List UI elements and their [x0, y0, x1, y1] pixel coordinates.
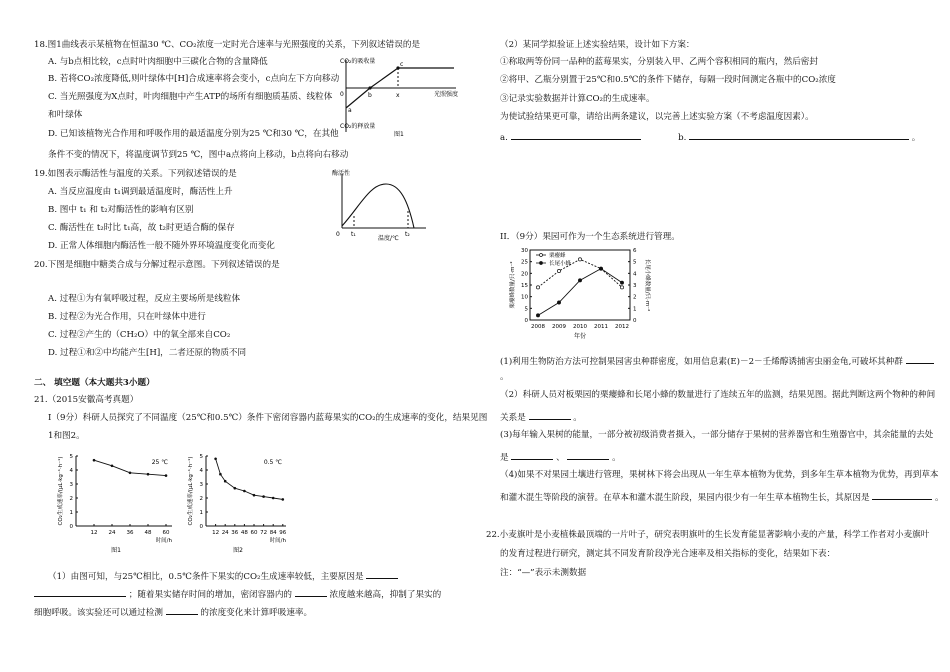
q21-q1-text-d: 细胞呼吸。该实验还可以通过检测 [34, 608, 163, 618]
fig1-title: 25 ℃ [151, 459, 168, 466]
q22-note: 注：“—”表示未测数据 [500, 568, 587, 578]
q18-fig-caption: 图1 [394, 131, 404, 137]
q21-part2-q3: (3)每年输入果树的能量，一部分被初级消费者摄入，一部分储存于果树的营养器官和生殖器官中，其余能量的去处 [500, 430, 934, 440]
q19-stem: 19.如图表示酶活性与温度的关系。下列叙述错误的是 [34, 169, 237, 179]
fig1-point [165, 474, 168, 477]
q18-figure [336, 52, 461, 137]
fig1-xtick-label: 12 [90, 530, 98, 536]
q21-part2-q4: （4)如果不对果园土壤进行管理，果树林下将会出现从一年生草本植物为优势，到多年生草本植物为优势，再到草本 [500, 470, 939, 480]
fig2-point [262, 495, 265, 498]
fig2-point [234, 487, 237, 490]
fig2-xtick-label: 48 [240, 530, 248, 536]
q19-option-b: B. 图中 t₁ 和 t₂对酶活性的影响有区别 [48, 205, 194, 215]
q20-option-d: D. 过程①和②中均能产生[H]，二者还原的物质不同 [48, 348, 247, 358]
fig1-caption: 图1 [111, 547, 121, 554]
q21-part2-q1-end: 。 [500, 372, 509, 382]
q19-fig-xlabel: 温度/℃ [378, 235, 399, 242]
pop-ytick2-label: 0 [633, 318, 637, 324]
fig1-point [129, 472, 132, 475]
pop-ytick-label: 10 [521, 294, 528, 301]
chart-fig1-plot [56, 454, 173, 554]
q18-fig-origin: 0 [340, 91, 344, 98]
q21-part2-q4-text: 和灌木混生等阶段的演替。在草本和灌木混生阶段，果园内很少有一年生草本植物生长，其原因是 [500, 493, 870, 503]
fig1-ytick-label: 1 [69, 510, 73, 516]
pop-legend-marker-1 [540, 262, 543, 265]
q18-option-c-cont: 和叶绿体 [48, 110, 83, 120]
fig1-ytick-label: 2 [69, 496, 73, 502]
q18-fig-xlabel: 光照强度 [434, 91, 459, 98]
pop-point-0 [578, 258, 581, 261]
q18-fig-ylabel-bottom: CO₂的释放量 [340, 123, 376, 130]
fig1-xtick-label: 36 [126, 530, 134, 536]
pop-point-1 [620, 281, 623, 284]
pop-legend-label-0: 栗瘿蜂 [549, 253, 566, 259]
chart-fig2 [182, 450, 290, 562]
q19-fig-ylabel: 酶活性 [332, 170, 351, 177]
fig2-ytick-label: 5 [199, 454, 203, 460]
fig1-ylabel: CO₂生成速率/(μL·kg⁻¹·h⁻¹) [58, 456, 64, 526]
pop-ylabel: 栗瘿蜂数量/只·m⁻² [510, 261, 516, 309]
answer-blank-3[interactable] [295, 587, 327, 597]
q21-part2-q3-cont [500, 450, 621, 464]
pop-point-1 [557, 301, 560, 304]
fig2-xtick-label: 24 [221, 530, 229, 536]
pop-point-1 [578, 279, 581, 282]
fig1-ytick-label: 3 [69, 482, 73, 488]
q21-q1-line3 [34, 605, 312, 619]
answer-a-label: a. [500, 133, 508, 143]
q19-option-d: D. 正常人体细胞内酶活性一般不随外界环境温度变化而变化 [48, 241, 275, 251]
pop-xtick-label: 2011 [594, 324, 608, 330]
q18-option-b: B. 若将CO₂浓度降低,则叶绿体中[H]合成速率将会变小，c点向左下方向移动 [48, 74, 340, 84]
answer-blank-1[interactable] [366, 569, 398, 579]
answer-blank-4[interactable] [166, 605, 198, 615]
pop-xtick-label: 2009 [552, 324, 566, 330]
q18-option-a: A. 与b点相比较，c点时叶肉细胞中三碳化合物的含量降低 [48, 57, 268, 67]
fig2-point [219, 473, 222, 476]
fig2-xlabel: 时间/h [269, 538, 286, 544]
fig2-ytick-label: 4 [199, 468, 203, 474]
section-heading: 二、 填空题（本大题共3小题） [34, 378, 155, 388]
answer-blank-a[interactable] [511, 130, 641, 140]
chart-fig1 [48, 450, 178, 562]
fig2-point [224, 480, 227, 483]
q18-fig-point-a: a [348, 107, 352, 114]
pop-legend-marker-0 [540, 254, 543, 257]
q21-part2-q3-end: 。 [612, 453, 621, 463]
q21-part2-head: II．（9分）果园可作为一个生态系统进行管理。 [500, 232, 680, 242]
q19-figure [330, 166, 430, 242]
fig2-ylabel: CO₂生成速率/(μL·kg⁻¹·h⁻¹) [188, 456, 194, 526]
fig2-xtick-label: 72 [260, 530, 268, 536]
pop-ytick2-label: 4 [633, 271, 637, 278]
fig2-xtick-label: 96 [279, 530, 287, 536]
fig1-ytick-label: 0 [69, 524, 73, 530]
answer-blank-8[interactable] [567, 450, 609, 460]
fig2-xtick-label: 60 [250, 530, 258, 536]
q21-part2-q3-sep: 、 [556, 453, 565, 463]
pop-ytick2-label: 5 [633, 259, 637, 266]
fig2-point [214, 458, 217, 461]
q21-p2-step3: ③记录实验数据并计算CO₂的生成速率。 [500, 94, 655, 104]
fig2-xtick-label: 36 [231, 530, 239, 536]
pop-ytick2-label: 3 [633, 283, 637, 289]
q21-part2-q1 [500, 354, 934, 368]
q19-fig-tick-t1: t₁ [351, 231, 356, 238]
fig2-ytick-label: 2 [199, 496, 203, 502]
q18-fig-point-b: b [368, 92, 372, 99]
q19-fig-tick-0: 0 [336, 231, 340, 238]
q21-part2-q4-end: 。 [935, 493, 944, 503]
q21-q1-line2 [34, 587, 441, 601]
fig2-xtick-label: 84 [269, 530, 277, 536]
q21-p2-prompt: 为使试验结果更可靠，请给出两条建议，以完善上述实验方案（不考虑温度因素）。 [500, 112, 814, 122]
q21-p2-step2: ②将甲、乙瓶分别置于25℃和0.5℃的条件下储存，每隔一段时间测定各瓶中的CO₂浓度 [500, 75, 836, 85]
q18-option-c: C. 当光照强度为X点时，叶肉细胞中产生ATP的场所有细胞质基质、线粒体 [48, 92, 333, 102]
fig2-ytick-label: 3 [199, 482, 203, 488]
q18-stem: 18.图1曲线表示某植物在恒温30 ℃、CO₂浓度一定时光合速率与光照强度的关系，下列叙述错误的是 [34, 40, 421, 50]
pop-xlabel: 年份 [573, 333, 587, 340]
fig1-point [93, 459, 96, 462]
fig1-point [111, 465, 114, 468]
answer-blank-5[interactable] [906, 354, 934, 364]
pop-legend-label-1: 长尾小蜂 [549, 261, 572, 267]
q19-fig-tick-t2: t₂ [405, 231, 410, 238]
q18-fig-point-x: x [396, 92, 400, 99]
q21-part2-q3-text: 是 [500, 453, 509, 463]
q21-part2-q4-cont [500, 490, 944, 504]
pop-xtick-label: 2008 [531, 324, 545, 330]
fig1-ytick-label: 5 [69, 454, 73, 460]
answer-blank-2[interactable] [34, 587, 126, 597]
q22-stem: 22.小麦旗叶是小麦植株最顶端的一片叶子，研究表明旗叶的生长发育能显著影响小麦的产量，科学工作者对小麦旗叶 [486, 530, 930, 540]
q21-q1-text-e: 的浓度变化来计算呼吸速率。 [200, 608, 313, 618]
q21-p2-step1: ①称取两等份同一品种的蓝莓果实，分别装入甲、乙两个容积相同的瓶内，然后密封 [500, 57, 818, 67]
q21-q1-text-c: 浓度越来越高，抑制了果实的 [329, 590, 442, 600]
fig2-point [282, 498, 285, 501]
fig2-title: 0.5 ℃ [263, 459, 282, 466]
q21-part2-q1-text: (1)利用生物防治方法可控制果园害虫种群密度，如用信息素(E)－2－壬烯醇诱捕害虫丽金龟,可破坏其种群 [500, 357, 903, 367]
q20-option-a: A. 过程①为有氧呼吸过程，反应主要场所是线粒体 [48, 294, 241, 304]
fig1-ytick-label: 4 [69, 468, 73, 474]
pop-ytick-label: 20 [521, 271, 528, 278]
fig2-xtick-label: 12 [212, 530, 220, 536]
fig2-point [253, 494, 256, 497]
q18-fig-point-c: c [400, 61, 404, 68]
fig2-point [243, 490, 246, 493]
fig1-xtick-label: 60 [162, 530, 170, 536]
answer-blank-7[interactable] [511, 450, 553, 460]
fig2-ytick-label: 0 [199, 524, 203, 530]
q21-intro: Ⅰ（9分）科研人员探究了不同温度（25℃和0.5℃）条件下密闭容器内蓝莓果实的CO₂的生成速率的变化，结果见图 [48, 413, 488, 423]
pop-xtick-label: 2010 [573, 324, 587, 330]
q18-option-d: D. 已知该植物光合作用和呼吸作用的最适温度分别为25 ℃和30 ℃，在其他 [48, 129, 339, 139]
pop-point-1 [536, 314, 539, 317]
answer-blank-9[interactable] [872, 490, 932, 500]
fig2-caption: 图2 [233, 547, 243, 554]
q21-part2-q2-end: 。 [573, 413, 582, 423]
q19-option-a: A. 当反应温度由 t₁调到最适温度时，酶活性上升 [48, 187, 233, 197]
q22-stem-cont: 的发育过程进行研究，测定其不同发育阶段净光合速率及相关指标的变化，结果如下表： [500, 549, 836, 559]
pop-xtick-label: 2012 [615, 324, 629, 330]
q21-part2-q2-text: 关系是 [500, 413, 526, 423]
answer-b-end: 。 [911, 133, 921, 143]
fig1-xlabel: 时间/h [155, 538, 172, 544]
q21-part2-q2-cont [500, 410, 582, 424]
q21-p2-answers [500, 130, 920, 144]
pop-ytick-label: 5 [524, 306, 528, 313]
answer-blank-6[interactable] [529, 410, 571, 420]
chart-population-plot [508, 248, 652, 340]
pop-ytick2-label: 6 [633, 248, 637, 254]
q18-fig-ylabel-top: CO₂的吸收量 [340, 58, 376, 65]
fig2-point [272, 497, 275, 500]
fig1-point [147, 473, 150, 476]
pop-point-0 [620, 286, 623, 289]
pop-point-0 [536, 286, 539, 289]
q19-option-c: C. 酶活性在 t₂时比 t₁高，故 t₂时更适合酶的保存 [48, 223, 235, 233]
pop-ylabel2: 长尾小蜂数量/只·m⁻² [644, 258, 650, 312]
q18-option-d-cont: 条件不变的情况下，将温度调节到25 ℃，图中a点将向上移动，b点将向右移动 [48, 150, 349, 160]
pop-ytick-label: 15 [521, 283, 528, 289]
q20-option-c: C. 过程②产生的（CH₂O）中的氧全部来自CO₂ [48, 330, 231, 340]
pop-ytick2-label: 1 [633, 306, 637, 313]
fig1-xtick-label: 48 [144, 530, 152, 536]
pop-ytick2-label: 2 [633, 294, 637, 301]
q20-option-b: B. 过程②为光合作用，只在叶绿体中进行 [48, 312, 206, 322]
chart-population [496, 244, 656, 344]
pop-ytick-label: 30 [521, 248, 528, 254]
q20-stem: 20.下图是细胞中糖类合成与分解过程示意图。下列叙述错误的是 [34, 260, 280, 270]
answer-b-label: b. [678, 133, 687, 143]
q21-q1-text-a: （1）由图可知，与25℃相比，0.5℃条件下果实的CO₂生成速率较低，主要原因是 [48, 572, 364, 582]
answer-blank-b[interactable] [689, 130, 909, 140]
pop-ytick-label: 0 [524, 318, 528, 324]
pop-point-1 [599, 267, 602, 270]
q21-p2-line1: （2）某同学拟验证上述实验结果，设计如下方案： [500, 40, 695, 50]
q21-part2-q2: （2）科研人员对板栗园的栗瘿蜂和长尾小蜂的数量进行了连续五年的监测，结果见图。据此判断这两个物种的种间 [500, 390, 936, 400]
fig2-ytick-label: 1 [199, 510, 203, 516]
q21-q1-line1 [48, 569, 398, 583]
pop-ytick-label: 25 [521, 259, 528, 266]
pop-point-0 [557, 269, 560, 272]
chart-fig2-plot [186, 454, 287, 554]
q21-head: 21.（2015安徽高考真题） [34, 395, 139, 405]
fig1-xtick-label: 24 [108, 530, 116, 536]
q21-intro-cont: 1和图2。 [48, 431, 85, 441]
q21-q1-text-b: ；随着果实储存时间的增加，密闭容器内的 [128, 590, 293, 600]
